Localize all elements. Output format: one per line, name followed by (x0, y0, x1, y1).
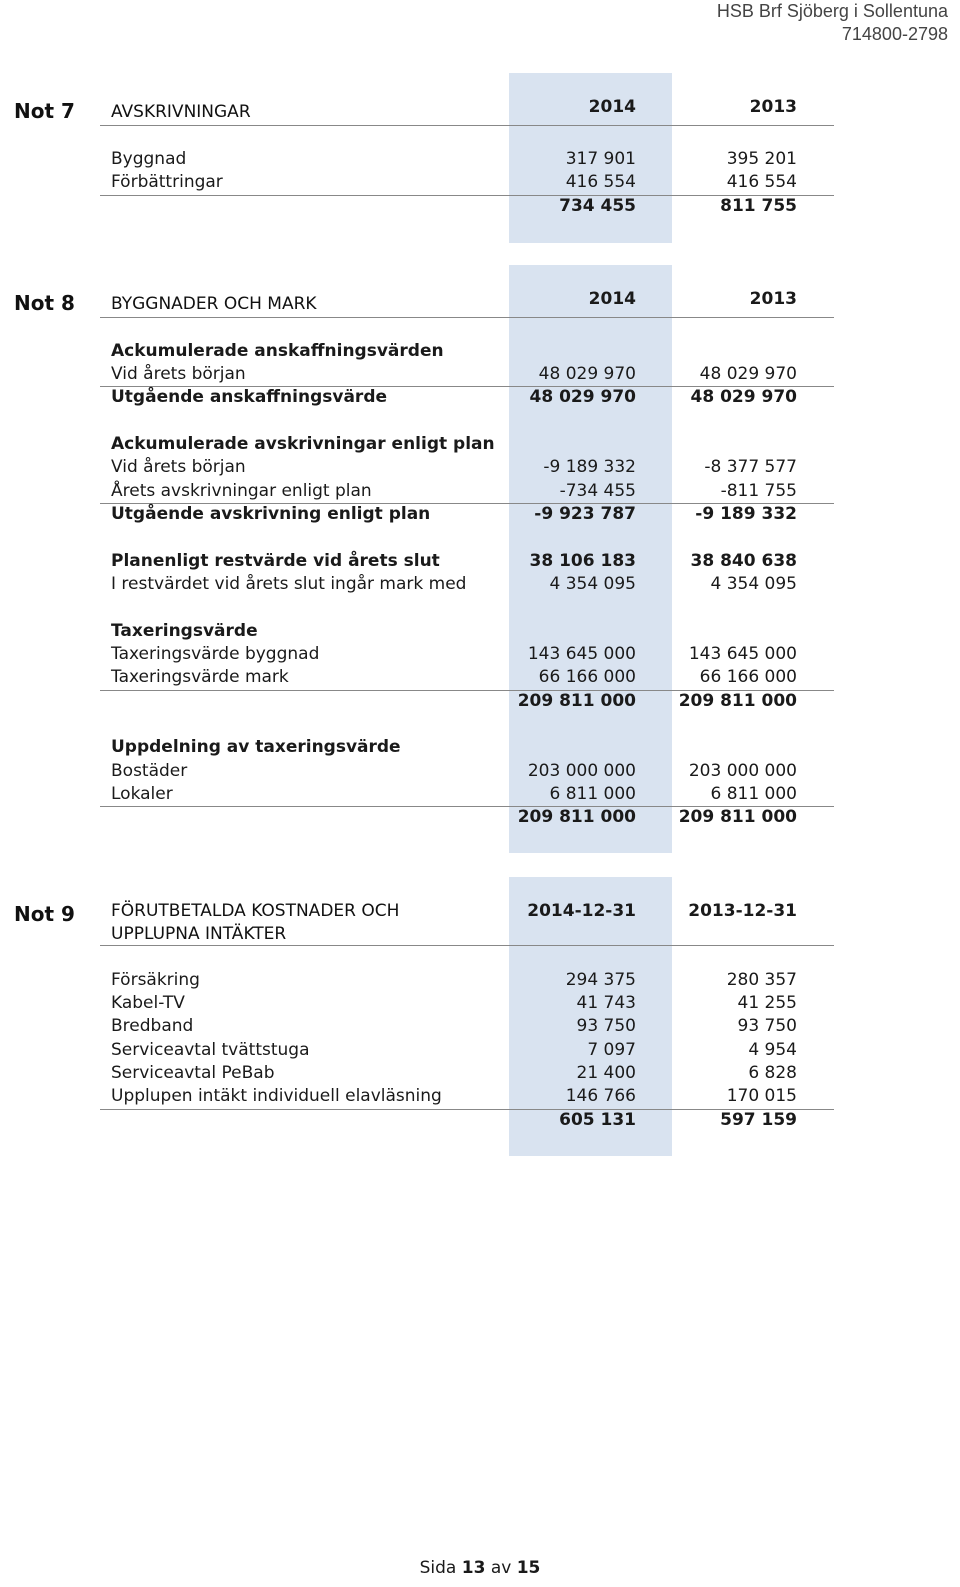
table-row-total: Utgående anskaffningsvärde 48 029 970 48 029 970 (111, 387, 797, 407)
table-row: Kabel-TV 41 743 41 255 (111, 993, 797, 1013)
note8-year2: 2013 (749, 289, 797, 309)
footer-mid: av (490, 1558, 512, 1578)
note8-title: BYGGNADER OCH MARK (111, 294, 317, 314)
page-header (717, 0, 948, 46)
note9-header-row (0, 900, 960, 923)
table-row: Förbättringar 416 554 416 554 (111, 172, 797, 192)
footer-page-number: 13 (461, 1558, 486, 1578)
note8-header-row (0, 288, 960, 311)
org-number: 714800-2798 (841, 24, 948, 44)
note7-year1: 2014 (588, 97, 636, 117)
table-row: Planenligt restvärde vid årets slut 38 106 183 38 840 638 (111, 551, 797, 571)
note7-header-rule (100, 125, 834, 126)
note9-date2: 2013-12-31 (688, 901, 797, 921)
note9-date1: 2014-12-31 (527, 901, 636, 921)
footer-prefix: Sida (419, 1558, 457, 1578)
table-row: Årets avskrivningar enligt plan -734 455 -811 755 (111, 481, 797, 501)
table-row-total: 209 811 000 209 811 000 (517, 691, 797, 711)
table-row: I restvärdet vid årets slut ingår mark med 4 354 095 4 354 095 (111, 574, 797, 594)
org-name: HSB Brf Sjöberg i Sollentuna (716, 1, 948, 21)
table-row: Taxeringsvärde byggnad 143 645 000 143 645 000 (111, 644, 797, 664)
table-row: Vid årets början 48 029 970 48 029 970 (111, 364, 797, 384)
note8-header-rule (100, 317, 834, 318)
note7-year2: 2013 (749, 97, 797, 117)
note9-title-line1: FÖRUTBETALDA KOSTNADER OCH (111, 901, 400, 921)
note9-number: Not 9 (14, 902, 75, 926)
table-row-total: 605 131 597 159 (559, 1110, 797, 1130)
section-heading: Uppdelning av taxeringsvärde (111, 737, 401, 757)
table-row: Bredband 93 750 93 750 (111, 1016, 797, 1036)
note7-title: AVSKRIVNINGAR (111, 102, 251, 122)
page-footer (0, 1557, 960, 1580)
footer-page-total: 15 (516, 1558, 541, 1578)
note8-year1: 2014 (588, 289, 636, 309)
section-heading: Taxeringsvärde (111, 621, 258, 641)
table-row: Bostäder 203 000 000 203 000 000 (111, 761, 797, 781)
section-heading: Ackumulerade anskaffningsvärden (111, 341, 444, 361)
table-row: Försäkring 294 375 280 357 (111, 970, 797, 990)
table-row-total: 734 455 811 755 (559, 196, 797, 216)
table-row: Vid årets början -9 189 332 -8 377 577 (111, 457, 797, 477)
note8-number: Not 8 (14, 291, 75, 315)
note7-number: Not 7 (14, 99, 75, 123)
table-row: Lokaler 6 811 000 6 811 000 (111, 784, 797, 804)
table-row: Serviceavtal tvättstuga 7 097 4 954 (111, 1040, 797, 1060)
table-row: Upplupen intäkt individuell elavläsning 146 766 170 015 (111, 1086, 797, 1106)
section-heading: Ackumulerade avskrivningar enligt plan (111, 434, 495, 454)
table-row: Byggnad 317 901 395 201 (111, 149, 797, 169)
note9-title-line2: UPPLUPNA INTÄKTER (111, 924, 287, 944)
note7-header-row (0, 96, 960, 119)
note9-header-rule (100, 945, 834, 946)
table-row-total: 209 811 000 209 811 000 (517, 807, 797, 827)
table-row-total: Utgående avskrivning enligt plan -9 923 787 -9 189 332 (111, 504, 797, 524)
table-row: Serviceavtal PeBab 21 400 6 828 (111, 1063, 797, 1083)
table-row: Taxeringsvärde mark 66 166 000 66 166 000 (111, 667, 797, 687)
